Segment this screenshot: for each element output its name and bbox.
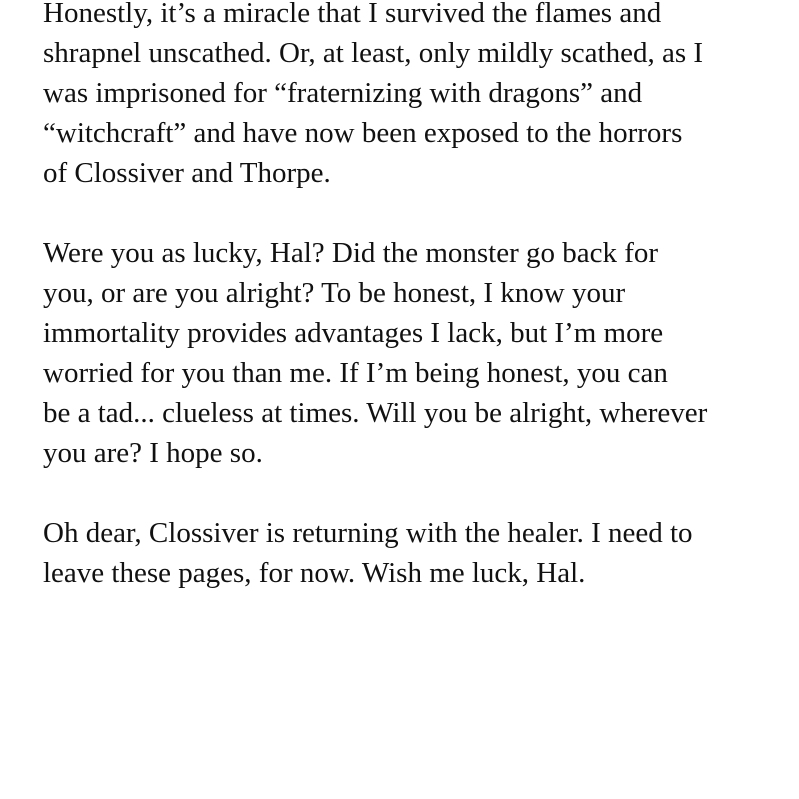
text-line: “witchcraft” and have now been exposed to the horrors — [43, 117, 683, 149]
text-line: leave these pages, for now. Wish me luck, Hal. — [43, 557, 586, 589]
text-line: worried for you than me. If I’m being honest, you can — [43, 357, 668, 389]
document-page — [43, 0, 773, 799]
text-line: immortality provides advantages I lack, but I’m more — [43, 317, 664, 349]
text-line: Honestly, it’s a miracle that I survived the flames and — [43, 0, 662, 29]
text-line: of Clossiver and Thorpe. — [43, 157, 331, 189]
text-line: you are? I hope so. — [43, 437, 263, 469]
text-line: you, or are you alright? To be honest, I know your — [43, 277, 626, 309]
text-line: Oh dear, Clossiver is returning with the healer. I need to — [43, 517, 693, 549]
paragraph-farewell — [43, 513, 773, 593]
text-line: be a tad... clueless at times. Will you be alright, wherever — [43, 397, 708, 429]
paragraph-concern-for-hal — [43, 233, 773, 473]
text-line: was imprisoned for “fraternizing with dragons” and — [43, 77, 643, 109]
paragraph-survival — [43, 0, 773, 193]
text-line: shrapnel unscathed. Or, at least, only mildly scathed, as I — [43, 37, 704, 69]
text-line: Were you as lucky, Hal? Did the monster go back for — [43, 237, 659, 269]
